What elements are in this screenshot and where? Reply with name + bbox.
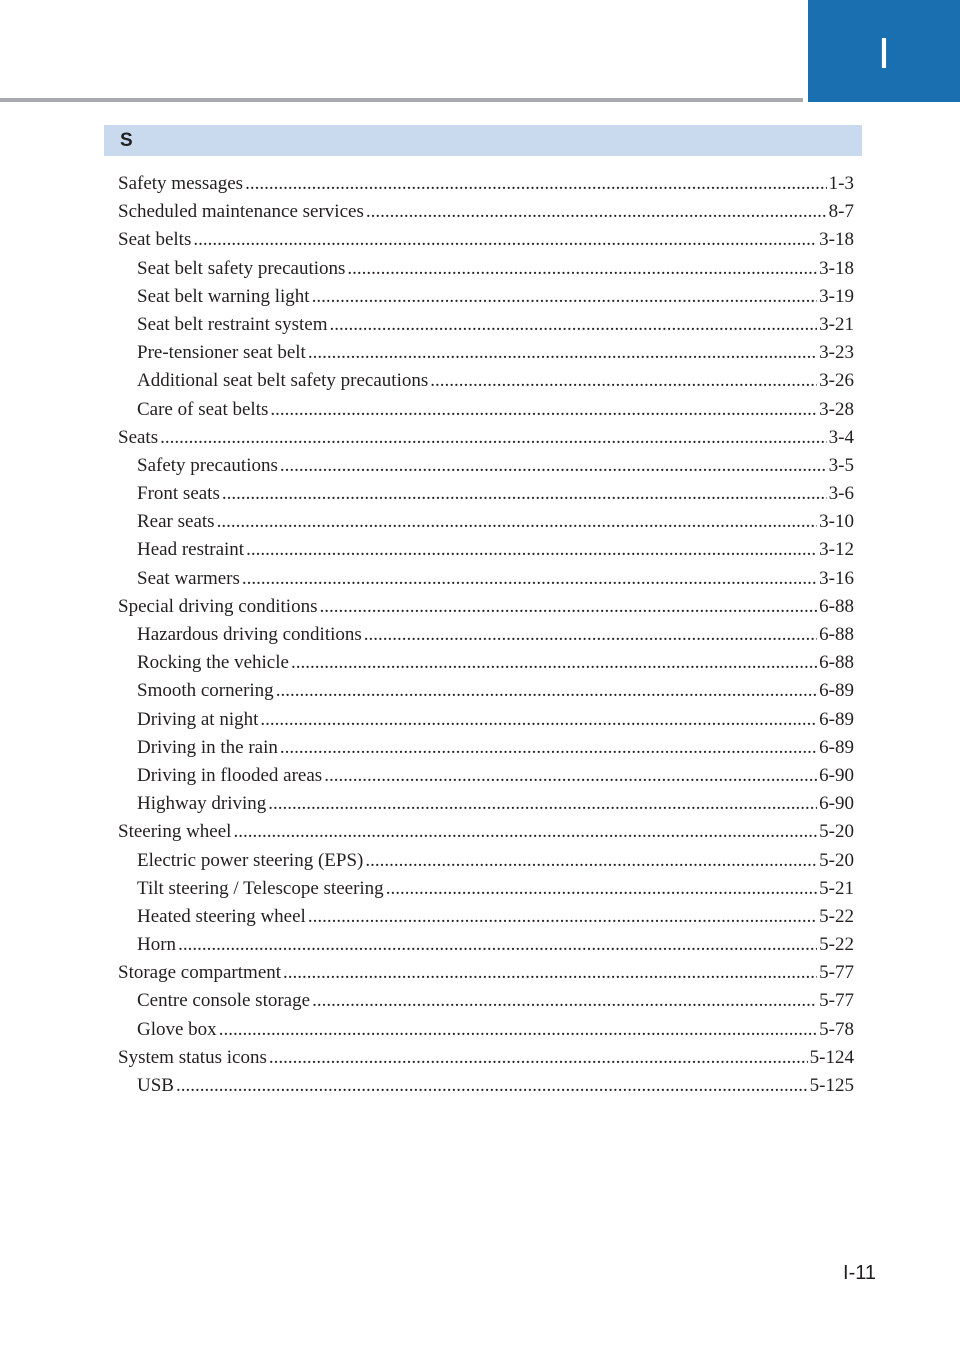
index-subentry[interactable]: [118, 621, 854, 649]
index-entry[interactable]: [118, 959, 854, 987]
index-subentry[interactable]: [118, 283, 854, 311]
index-subentry[interactable]: [118, 536, 854, 564]
index-subentry[interactable]: [118, 762, 854, 790]
entry-page: 3-18: [819, 229, 854, 251]
dot-leader: [364, 621, 817, 649]
entry-text: Hazardous driving conditions: [137, 624, 362, 645]
header-rule: [0, 98, 803, 102]
entry-page: 6-88: [819, 595, 854, 617]
entry-page: 3-18: [819, 257, 854, 279]
dot-leader: [242, 565, 817, 593]
index-list: [118, 170, 854, 1100]
index-subentry[interactable]: [118, 677, 854, 705]
dot-leader: [430, 367, 817, 395]
index-subentry[interactable]: [118, 508, 854, 536]
entry-page: 5-125: [809, 1075, 854, 1096]
dot-leader: [178, 931, 817, 959]
entry-page: 3-6: [828, 483, 854, 505]
entry-page: 5-78: [819, 1018, 854, 1040]
dot-leader: [308, 903, 817, 931]
index-subentry[interactable]: [118, 903, 854, 931]
entry-text: Storage compartment: [118, 962, 282, 984]
dot-leader: [291, 649, 817, 677]
entry-page: 3-16: [819, 567, 854, 589]
dot-leader: [268, 790, 817, 818]
dot-leader: [312, 987, 817, 1015]
index-entry[interactable]: [118, 818, 854, 846]
dot-leader: [246, 536, 817, 564]
index-subentry[interactable]: [118, 367, 854, 395]
dot-leader: [280, 734, 817, 762]
entry-page: 3-28: [819, 398, 854, 420]
entry-text: Horn: [137, 934, 177, 956]
entry-text: Glove box: [137, 1018, 217, 1040]
entry-text: Safety precautions: [137, 454, 278, 476]
dot-leader: [280, 452, 827, 480]
entry-text: Seat belts: [118, 229, 192, 251]
dot-leader: [270, 396, 817, 424]
dot-leader: [276, 677, 817, 705]
dot-leader: [324, 762, 817, 790]
entry-page: 6-88: [819, 652, 854, 674]
entry-page: 3-4: [828, 426, 854, 448]
entry-page: 3-5: [828, 454, 854, 476]
entry-text: Seat warmers: [137, 567, 240, 589]
index-subentry[interactable]: [118, 339, 854, 367]
index-entry[interactable]: [118, 226, 854, 254]
index-subentry[interactable]: [118, 311, 854, 339]
index-subentry[interactable]: [118, 706, 854, 734]
dot-leader: [222, 480, 827, 508]
entry-text: Smooth cornering: [137, 680, 274, 702]
entry-page: 6-89: [819, 680, 854, 702]
index-subentry[interactable]: [118, 931, 854, 959]
index-subentry[interactable]: [118, 734, 854, 762]
index-subentry[interactable]: [118, 565, 854, 593]
index-entry[interactable]: [118, 593, 854, 621]
index-subentry[interactable]: [118, 480, 854, 508]
entry-page: 3-10: [819, 511, 854, 533]
section-letter: S: [120, 130, 133, 151]
entry-text: Safety messages: [118, 173, 244, 194]
page-number: I-11: [843, 1262, 876, 1284]
entry-page: 6-90: [819, 793, 854, 815]
entry-page: 5-77: [819, 990, 854, 1012]
entry-page: 6-89: [819, 736, 854, 758]
entry-page: 5-124: [809, 1046, 854, 1068]
index-subentry[interactable]: [118, 987, 854, 1015]
entry-page: 3-12: [819, 539, 854, 561]
entry-text: Steering wheel: [118, 821, 232, 843]
entry-page: 6-90: [819, 764, 854, 786]
entry-page: 6-89: [819, 708, 854, 730]
index-subentry[interactable]: [118, 875, 854, 903]
entry-text: Seat belt warning light: [137, 285, 310, 307]
index-subentry[interactable]: [118, 1016, 854, 1044]
dot-leader: [283, 959, 817, 987]
dot-leader: [312, 283, 818, 311]
entry-page: 5-20: [819, 849, 854, 871]
dot-leader: [269, 1044, 808, 1072]
entry-text: Driving at night: [137, 708, 259, 730]
index-subentry[interactable]: [118, 255, 854, 283]
entry-text: Head restraint: [137, 539, 245, 561]
entry-text: Tilt steering / Telescope steering: [137, 877, 384, 899]
entry-page: 5-22: [819, 934, 854, 956]
section-heading: [104, 125, 862, 156]
entry-text: Highway driving: [137, 793, 267, 815]
entry-page: 3-19: [819, 285, 854, 307]
entry-page: 3-26: [819, 370, 854, 392]
index-entry[interactable]: [118, 424, 854, 452]
entry-page: 6-88: [819, 624, 854, 645]
entry-text: Centre console storage: [137, 990, 311, 1012]
index-tab-label: I: [877, 29, 891, 78]
dot-leader: [260, 706, 817, 734]
index-subentry[interactable]: [118, 790, 854, 818]
entry-page: 3-21: [819, 313, 854, 335]
entry-text: Seat belt restraint system: [137, 313, 328, 335]
dot-leader: [219, 1016, 817, 1044]
entry-page: 3-23: [819, 342, 854, 364]
dot-leader: [365, 847, 817, 875]
entry-text: Scheduled maintenance services: [118, 201, 364, 223]
entry-text: Care of seat belts: [137, 398, 269, 420]
entry-text: Additional seat belt safety precautions: [137, 370, 429, 392]
dot-leader: [193, 226, 817, 254]
dot-leader: [308, 339, 817, 367]
dot-leader: [366, 198, 827, 226]
entry-text: Front seats: [137, 483, 220, 505]
index-subentry[interactable]: [118, 1072, 854, 1100]
dot-leader: [217, 508, 818, 536]
entry-text: Rear seats: [137, 511, 215, 533]
index-subentry[interactable]: [118, 452, 854, 480]
dot-leader: [386, 875, 817, 903]
index-entry[interactable]: [118, 170, 854, 198]
index-subentry[interactable]: [118, 847, 854, 875]
entry-text: Driving in flooded areas: [137, 764, 323, 786]
index-tab: [808, 0, 960, 102]
entry-text: Seat belt safety precautions: [137, 257, 346, 279]
entry-text: Seats: [118, 426, 159, 448]
dot-leader: [347, 255, 817, 283]
entry-page: 5-20: [819, 821, 854, 843]
entry-text: System status icons: [118, 1046, 267, 1068]
entry-page: 1-3: [828, 173, 854, 194]
entry-page: 8-7: [828, 201, 854, 223]
index-entry[interactable]: [118, 1044, 854, 1072]
entry-page: 5-22: [819, 905, 854, 927]
dot-leader: [245, 170, 827, 198]
entry-page: 5-77: [819, 962, 854, 984]
entry-text: Pre-tensioner seat belt: [137, 342, 306, 364]
entry-text: USB: [137, 1075, 174, 1096]
dot-leader: [160, 424, 827, 452]
entry-text: Special driving conditions: [118, 595, 318, 617]
entry-text: Heated steering wheel: [137, 905, 306, 927]
entry-page: 5-21: [819, 877, 854, 899]
index-subentry[interactable]: [118, 396, 854, 424]
dot-leader: [319, 593, 817, 621]
dot-leader: [233, 818, 817, 846]
index-entry[interactable]: [118, 198, 854, 226]
index-subentry[interactable]: [118, 649, 854, 677]
entry-text: Electric power steering (EPS): [137, 849, 364, 871]
entry-text: Rocking the vehicle: [137, 652, 289, 674]
entry-text: Driving in the rain: [137, 736, 278, 758]
dot-leader: [329, 311, 817, 339]
dot-leader: [176, 1072, 808, 1100]
